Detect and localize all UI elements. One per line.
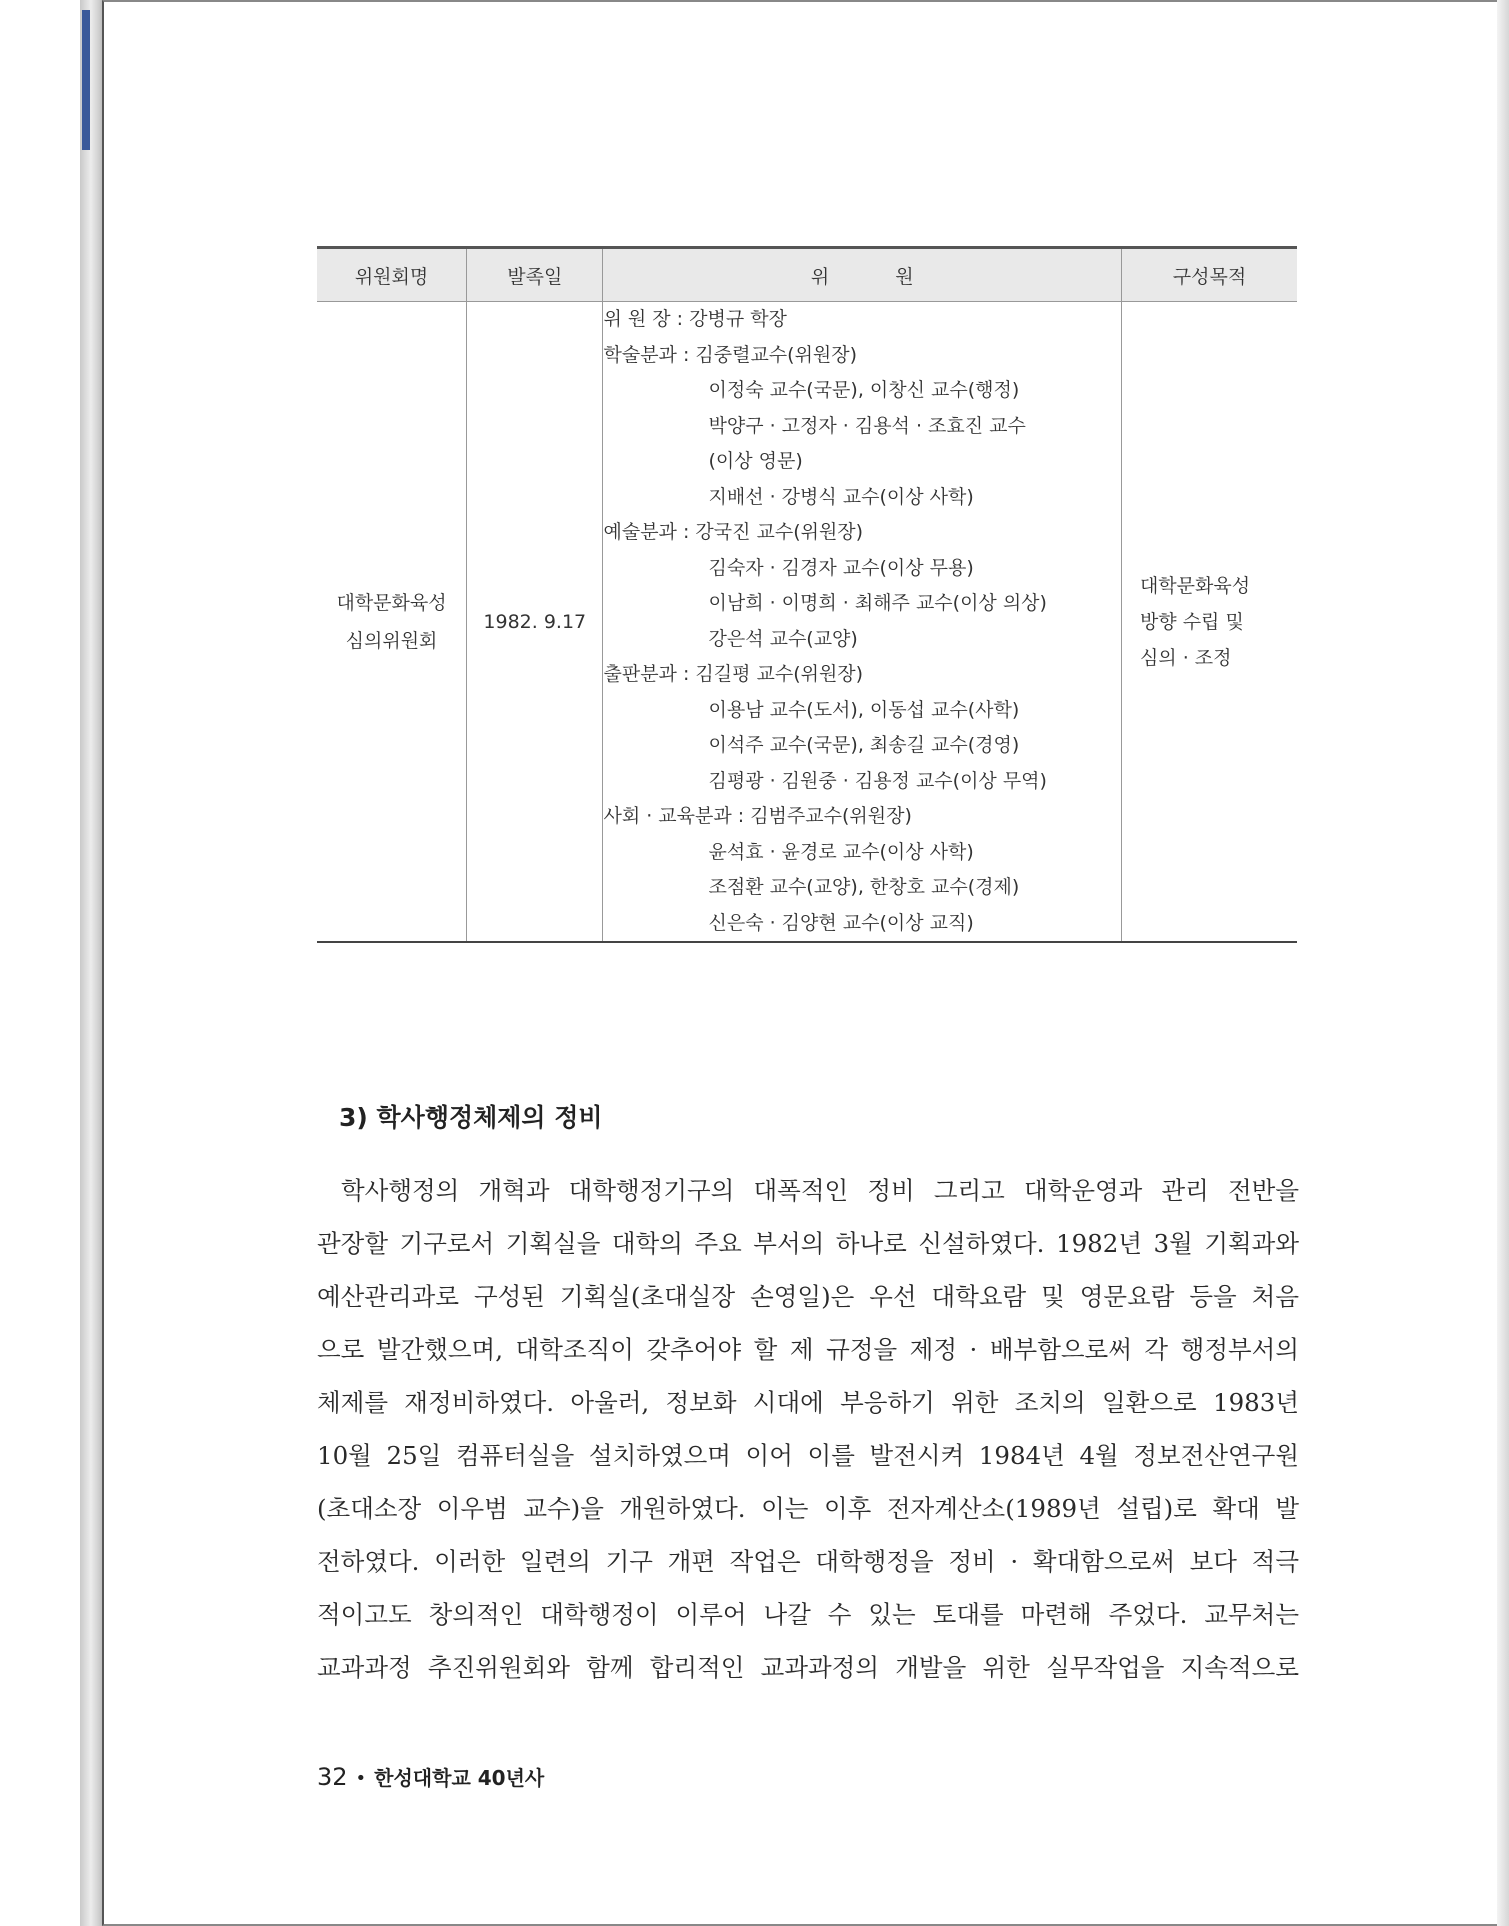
body-paragraph: [317, 1164, 1299, 1694]
member-line: 신은숙 · 김양현 교수(이상 교직): [708, 911, 974, 934]
section-title: 3) 학사행정체제의 정비: [339, 1103, 603, 1132]
member-line: 박양구 · 고정자 · 김용석 · 조효진 교수: [708, 414, 1026, 437]
committee-name-line: 심의위원회: [345, 629, 438, 652]
member-line: 위 원 장 : 강병규 학장: [603, 308, 787, 330]
text-line: 전하였다. 이러한 일련의 기구 개편 작업은 대학행정을 정비 · 확대함으로써 보다 적극: [317, 1547, 1299, 1576]
member-line: 김평광 · 김원중 · 김용정 교수(이상 무역): [708, 769, 1047, 792]
member-line: 이정숙 교수(국문), 이창신 교수(행정): [708, 379, 1020, 401]
member-line: 학술분과 : 김중렬교수(위원장): [603, 343, 858, 366]
text-line: 관장할 기구로서 기획실을 대학의 주요 부서의 하나로 신설하였다. 1982년 3월 기획과와: [317, 1229, 1299, 1258]
member-line: 예술분과 : 강국진 교수(위원장): [603, 521, 864, 543]
purpose-line: 심의 · 조정: [1139, 646, 1232, 669]
member-line: 윤석효 · 윤경로 교수(이상 사학): [708, 840, 974, 863]
member-line: 지배선 · 강병식 교수(이상 사학): [708, 485, 974, 508]
text-line: 예산관리과로 구성된 기획실(초대실장 손영일)은 우선 대학요람 및 영문요람 등을 처음: [317, 1282, 1299, 1311]
committee-name-cell: [317, 302, 467, 943]
text-line: 학사행정의 개혁과 대학행정기구의 대폭적인 정비 그리고 대학운영과 관리 전반을: [341, 1176, 1299, 1205]
footer-separator: •: [355, 1767, 367, 1789]
table-row: [317, 302, 1297, 943]
page-right-edge: [1497, 0, 1509, 1926]
header-committee-name: 위원회명: [317, 248, 467, 302]
member-line: 이용남 교수(도서), 이동섭 교수(사학): [708, 698, 1020, 721]
members-cell: [603, 302, 1121, 943]
text-line: 교과과정 추진위원회와 함께 합리적인 교과과정의 개발을 위한 실무작업을 지속적으로: [317, 1653, 1299, 1682]
member-list: [603, 302, 1120, 941]
text-line: (초대소장 이우범 교수)을 개원하였다. 이는 이후 전자계산소(1989년 설립)로 확대 발: [317, 1494, 1299, 1523]
text-line: 으로 발간했으며, 대학조직이 갖추어야 할 제 규정을 제정 · 배부함으로써 각 행정부서의: [317, 1335, 1299, 1364]
member-line: 이석주 교수(국문), 최송길 교수(경영): [708, 734, 1020, 756]
page-number: 32: [317, 1763, 348, 1791]
text-line: 적이고도 창의적인 대학행정이 이루어 나갈 수 있는 토대를 마련해 주었다. 교무처는: [317, 1600, 1299, 1629]
member-line: 강은석 교수(교양): [708, 627, 858, 650]
purpose-cell: [1121, 302, 1297, 943]
committee-name-line: 대학문화육성: [336, 591, 447, 614]
book-page-edges: [80, 0, 104, 1926]
text-line: 10월 25일 컴퓨터실을 설치하였으며 이어 이를 발전시켜 1984년 4월 정보전산연구원: [317, 1441, 1299, 1470]
header-launch-date: 발족일: [467, 248, 603, 302]
page-footer: [317, 1762, 544, 1791]
book-spine-accent: [82, 10, 90, 150]
member-line: 김숙자 · 김경자 교수(이상 무용): [708, 556, 974, 579]
header-purpose: 구성목적: [1121, 248, 1297, 302]
header-members: 위 원: [603, 248, 1121, 302]
member-line: 조점환 교수(교양), 한창호 교수(경제): [708, 876, 1020, 898]
purpose-line: 방향 수립 및: [1139, 610, 1244, 633]
purpose-line: 대학문화육성: [1139, 574, 1251, 597]
table-header-row: [317, 248, 1297, 302]
launch-date-cell: 1982. 9.17: [467, 302, 603, 943]
committee-table: [317, 246, 1297, 943]
member-line: 사회 · 교육분과 : 김범주교수(위원장): [603, 805, 912, 827]
book-title: 한성대학교 40년사: [374, 1766, 545, 1790]
member-line: (이상 영문): [708, 450, 803, 472]
text-line: 체제를 재정비하였다. 아울러, 정보화 시대에 부응하기 위한 조치의 일환으로 1983년: [317, 1388, 1299, 1417]
member-line: 이남희 · 이명희 · 최해주 교수(이상 의상): [708, 592, 1047, 614]
member-line: 출판분과 : 김길평 교수(위원장): [603, 663, 864, 685]
